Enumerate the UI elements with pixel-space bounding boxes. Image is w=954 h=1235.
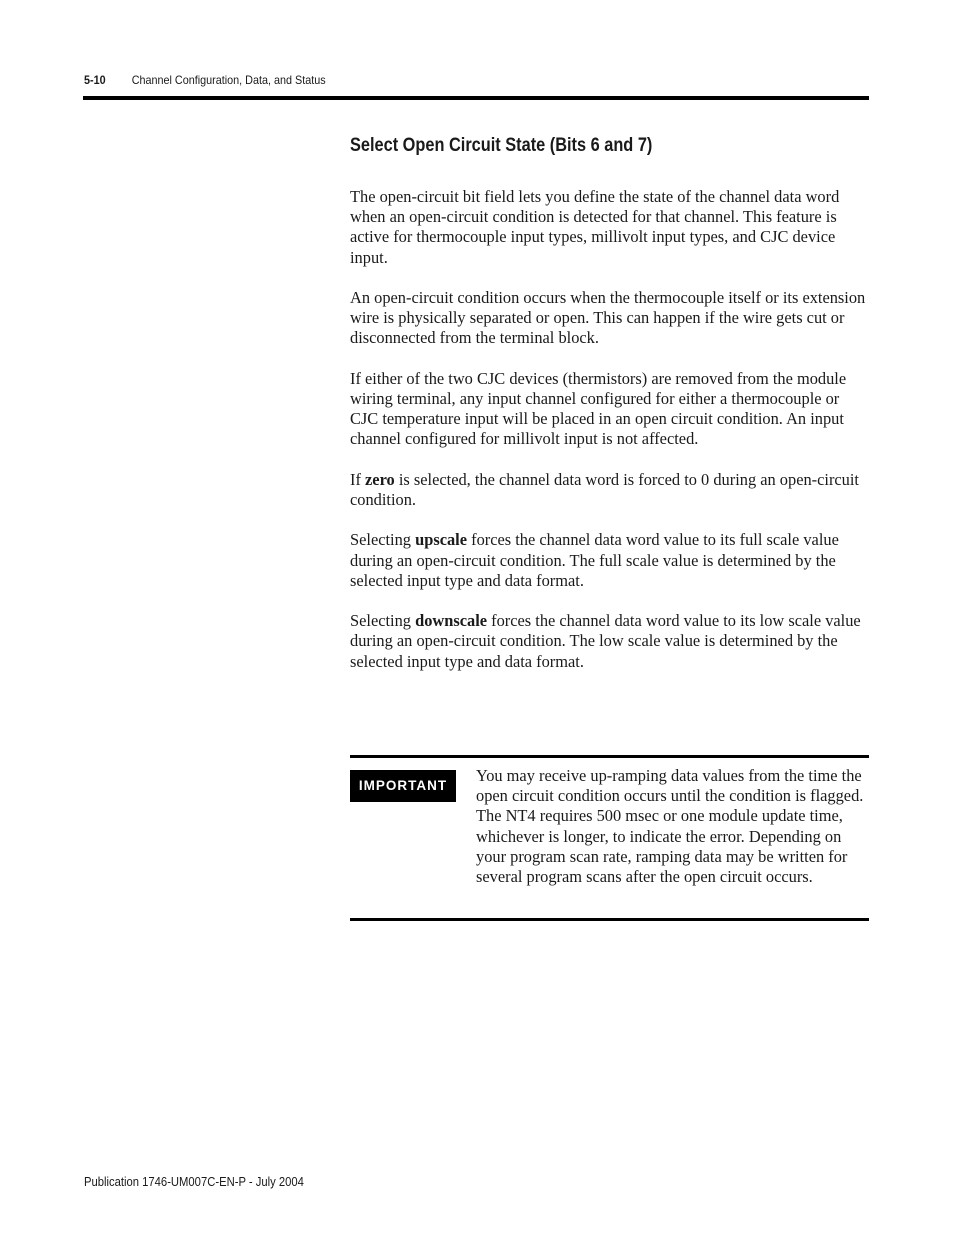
section-title: Select Open Circuit State (Bits 6 and 7): [350, 135, 653, 156]
paragraph-open-circuit-field: The open-circuit bit field lets you define the state of the channel data word when an open-circuit condition is detected for that channel. This feature is active for thermocouple input types, millivolt input types, and CJC device input.: [350, 187, 840, 267]
important-note: [350, 755, 869, 921]
term-zero: zero: [365, 469, 395, 489]
paragraph-zero: [350, 470, 868, 510]
paragraph-downscale: [350, 611, 868, 672]
page-footer: Publication 1746-UM007C-EN-P - July 2004: [84, 1175, 304, 1189]
chapter-title: Channel Configuration, Data, and Status: [131, 73, 326, 87]
term-upscale: upscale: [415, 530, 468, 550]
paragraph-open-circuit-condition: An open-circuit condition occurs when the thermocouple itself or its extension wire is physically separated or open. This can happen if the wire gets cut or disconnected from the terminal block.: [350, 288, 866, 348]
paragraph-upscale-suffix: forces the channel data word value to its full scale value during an open-circuit condition. The full scale value is determined by the selected input type and data format.: [350, 530, 839, 590]
section-body: [350, 187, 868, 692]
paragraph-downscale-suffix: forces the channel data word value to its low scale value during an open-circuit condition. The low scale value is determined by the selected input type and data format.: [350, 611, 861, 671]
header-divider: [83, 96, 869, 100]
paragraph-zero-suffix: is selected, the channel data word is forced to 0 during an open-circuit condition.: [350, 469, 859, 509]
paragraph-zero-prefix: If: [350, 469, 366, 489]
paragraph-cjc-removal: If either of the two CJC devices (thermistors) are removed from the module wiring terminal, any input channel configured for either a thermocouple or CJC temperature input will be placed in an open circuit condition. An input channel configured for millivolt input is not affected.: [350, 368, 847, 449]
paragraph-downscale-prefix: Selecting: [350, 611, 416, 631]
paragraph-upscale: [350, 530, 868, 591]
paragraph-upscale-prefix: Selecting: [350, 530, 416, 550]
important-label: IMPORTANT: [350, 770, 456, 802]
term-downscale: downscale: [415, 611, 488, 631]
page-header: [84, 73, 326, 87]
page-number: 5-10: [84, 73, 106, 87]
important-text: You may receive up-ramping data values from the time the open circuit condition occurs until the condition is flagged. The NT4 requires 500 msec or one module update time, whichever is longer, to indicate the error. Depending on your program scan rate, ramping data may be written for several program scans after the open circuit occurs.: [476, 766, 864, 887]
